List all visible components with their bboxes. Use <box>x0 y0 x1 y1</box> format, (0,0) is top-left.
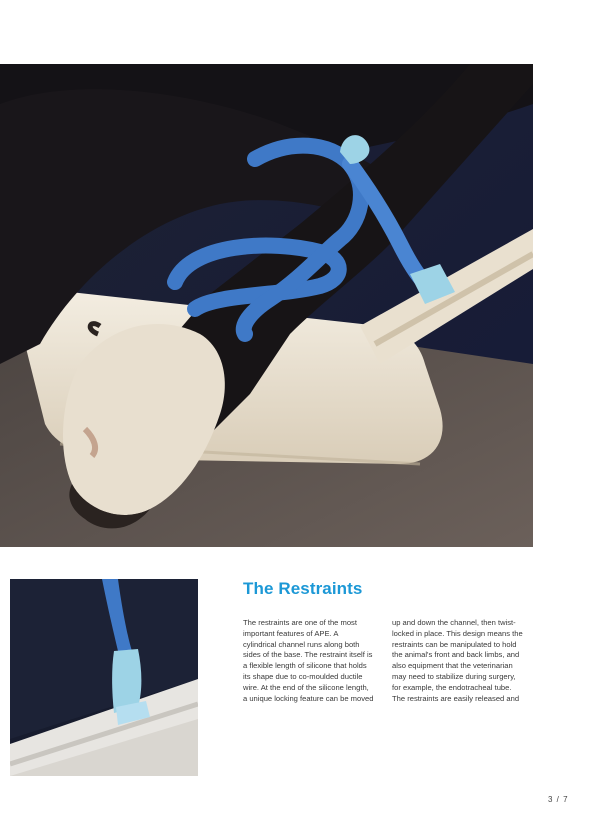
body-line: wire. At the end of the silicone length, <box>243 682 369 692</box>
body-line: may need to stabilize during surgery, <box>392 671 516 681</box>
body-line: the animal's front and back limbs, and <box>392 650 520 660</box>
body-line: sides of the base. The restraint itself is <box>243 650 373 660</box>
body-line: locked in place. This design means the <box>392 628 523 638</box>
body-text-column-1 <box>243 618 388 704</box>
hero-photo-dog-paw-restraint <box>0 64 533 547</box>
body-line: a unique locking feature can be moved <box>243 693 374 703</box>
body-line: also equipment that the veterinarian <box>392 661 513 671</box>
page-number: 3 / 7 <box>548 795 569 804</box>
body-line: for example, the endotracheal tube. <box>392 682 512 692</box>
body-line: up and down the channel, then twist- <box>392 618 516 627</box>
body-line: The restraints are easily released and <box>392 693 520 703</box>
body-line: The restraints are one of the most <box>243 618 357 627</box>
section-title: The Restraints <box>243 579 363 598</box>
body-line: important features of APE. A <box>243 628 339 638</box>
body-line: restraints can be manipulated to hold <box>392 639 517 649</box>
detail-photo-restraint-lock <box>10 579 198 776</box>
body-line: its shape due to co-moulded ductile <box>243 671 363 681</box>
body-line: a flexible length of silicone that holds <box>243 661 367 671</box>
body-text-column-2 <box>392 618 537 704</box>
body-line: cylindrical channel runs along both <box>243 639 360 649</box>
